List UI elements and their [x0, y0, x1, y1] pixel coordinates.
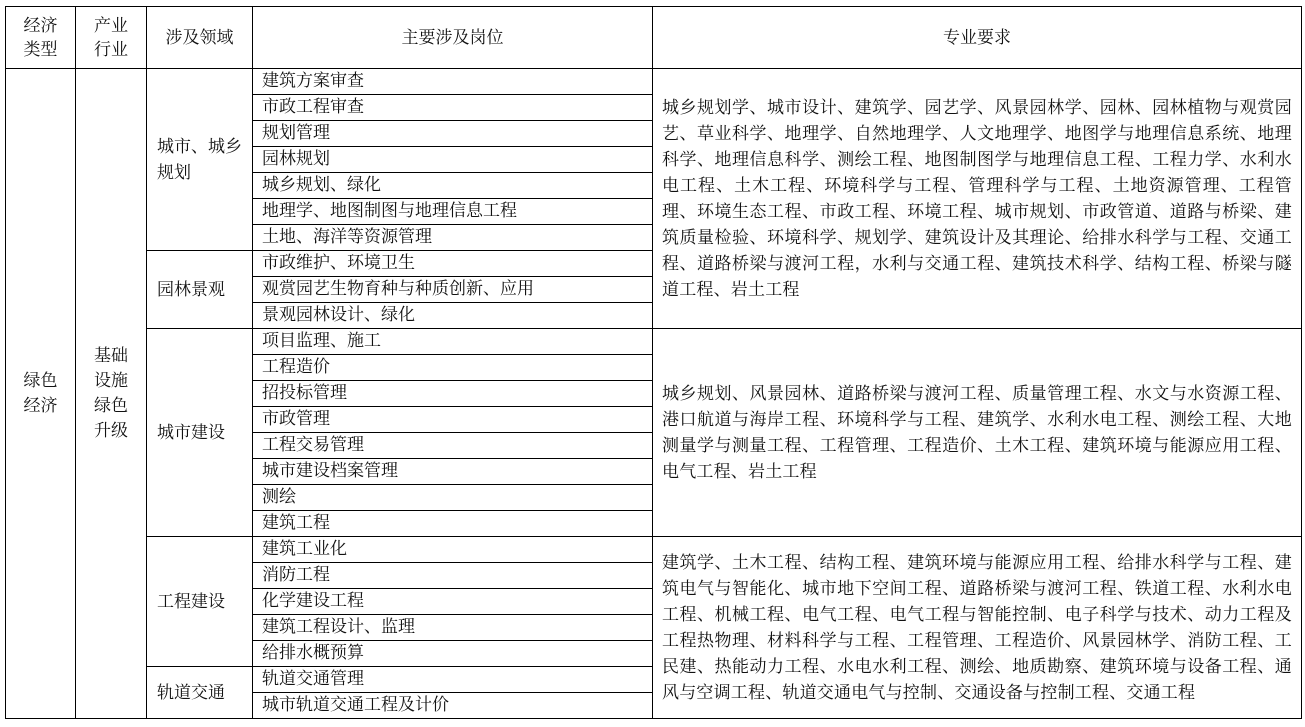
domain-cell: 城市、城乡 规划	[147, 69, 253, 251]
position-cell: 景观园林设计、绿化	[253, 303, 653, 329]
requirements-table	[5, 6, 1302, 719]
position-cell: 轨道交通管理	[253, 667, 653, 693]
header-positions: 主要涉及岗位	[253, 7, 653, 69]
position-cell: 市政管理	[253, 407, 653, 433]
position-cell: 市政维护、环境卫生	[253, 251, 653, 277]
header-row	[6, 7, 1302, 69]
position-cell: 工程交易管理	[253, 433, 653, 459]
table-row	[6, 69, 1302, 95]
requirements-cell: 建筑学、土木工程、结构工程、建筑环境与能源应用工程、给排水科学与工程、建筑电气与智能化、城市地下空间工程、道路桥梁与渡河工程、铁道工程、水利水电工程、机械工程、电气工程、电气工程与智能控制、电子科学与技术、动力工程及工程热物理、材料科学与工程、工程管理、工程造价、风景园林学、消防工程、工民建、热能动力工程、水电水利工程、测绘、地质勘察、建筑环境与设备工程、通风与空调工程、轨道交通电气与控制、交通设备与控制工程、交通工程	[653, 537, 1302, 719]
position-cell: 消防工程	[253, 563, 653, 589]
position-cell: 园林规划	[253, 147, 653, 173]
position-cell: 建筑工程设计、监理	[253, 615, 653, 641]
position-cell: 测绘	[253, 485, 653, 511]
position-cell: 观赏园艺生物育种与种质创新、应用	[253, 277, 653, 303]
domain-cell: 城市建设	[147, 329, 253, 537]
position-cell: 规划管理	[253, 121, 653, 147]
domain-cell: 工程建设	[147, 537, 253, 667]
econ-type-cell	[6, 69, 76, 719]
position-cell: 招投标管理	[253, 381, 653, 407]
position-cell: 城乡规划、绿化	[253, 173, 653, 199]
header-requirements: 专业要求	[653, 7, 1302, 69]
position-cell: 工程造价	[253, 355, 653, 381]
table-row	[6, 537, 1302, 563]
position-cell: 城市轨道交通工程及计价	[253, 693, 653, 719]
requirements-cell: 城乡规划、风景园林、道路桥梁与渡河工程、质量管理工程、水文与水资源工程、港口航道与海岸工程、环境科学与工程、建筑学、水利水电工程、测绘工程、大地测量学与测量工程、工程管理、工程造价、土木工程、建筑环境与能源应用工程、电气工程、岩土工程	[653, 329, 1302, 537]
table-row	[6, 329, 1302, 355]
position-cell: 市政工程审查	[253, 95, 653, 121]
position-cell: 给排水概预算	[253, 641, 653, 667]
header-industry: 产业 行业	[76, 7, 147, 69]
domain-cell: 园林景观	[147, 251, 253, 329]
industry-cell	[76, 69, 147, 719]
position-cell: 城市建设档案管理	[253, 459, 653, 485]
industry-text: 基础 设施 绿色 升级	[94, 345, 128, 441]
position-cell: 项目监理、施工	[253, 329, 653, 355]
header-domain: 涉及领域	[147, 7, 253, 69]
econ-type-text: 绿色 经济	[23, 370, 58, 416]
position-cell: 土地、海洋等资源管理	[253, 225, 653, 251]
position-cell: 建筑方案审查	[253, 69, 653, 95]
position-cell: 建筑工程	[253, 511, 653, 537]
header-econ-type: 经济 类型	[6, 7, 76, 69]
domain-cell: 轨道交通	[147, 667, 253, 719]
position-cell: 化学建设工程	[253, 589, 653, 615]
requirements-cell: 城乡规划学、城市设计、建筑学、园艺学、风景园林学、园林、园林植物与观赏园艺、草业科学、地理学、自然地理学、人文地理学、地图学与地理信息系统、地理科学、地理信息科学、测绘工程、地图制图学与地理信息工程、工程力学、水利水电工程、土木工程、环境科学与工程、管理科学与工程、土地资源管理、工程管理、环境生态工程、市政工程、环境工程、城市规划、市政管道、道路与桥梁、建筑质量检验、环境科学、规划学、建筑设计及其理论、给排水科学与工程、交通工程、道路桥梁与渡河工程，水利与交通工程、建筑技术科学、结构工程、桥梁与隧道工程、岩土工程	[653, 69, 1302, 329]
position-cell: 地理学、地图制图与地理信息工程	[253, 199, 653, 225]
position-cell: 建筑工业化	[253, 537, 653, 563]
